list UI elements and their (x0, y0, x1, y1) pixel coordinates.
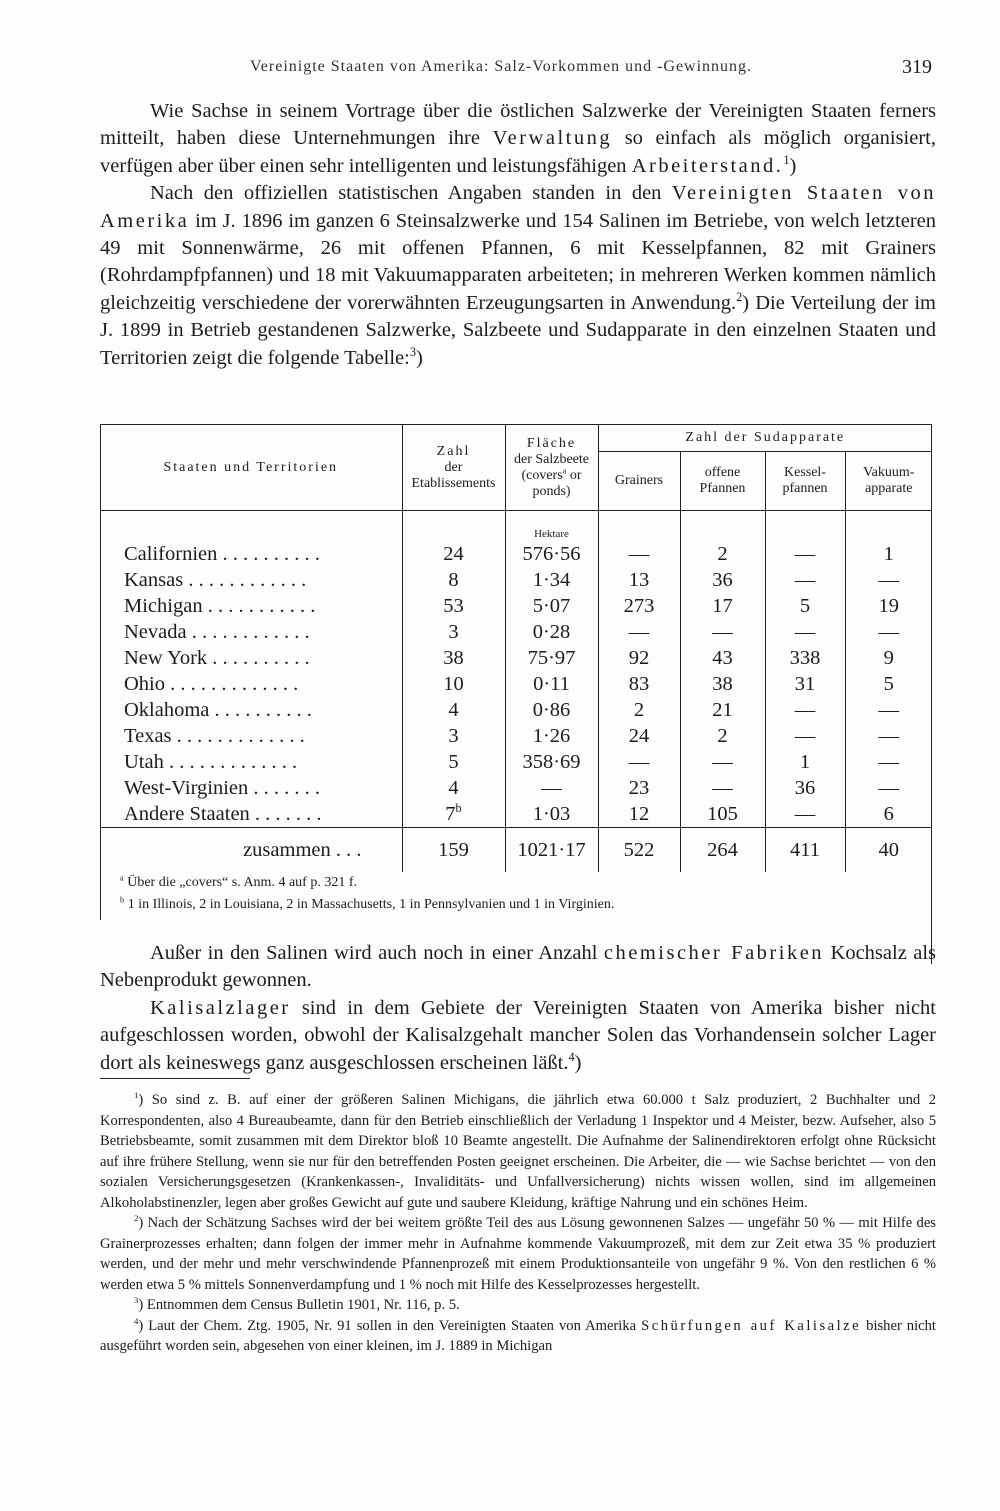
cell-count: 5 (402, 749, 505, 775)
page-number: 319 (902, 56, 932, 78)
unit-row (100, 511, 932, 542)
cell-area: 0·28 (505, 619, 598, 645)
table-row (100, 567, 932, 593)
paragraph-2: Nach den offiziellen statistischen Angaben standen in den Vereinigten Staaten von Amerika im J. 1896 im ganzen 6 Steinsalzwerke und 154 Salinen im Betriebe, von welch letzteren 49 mit Sonnenwärme, 26 mit offenen Pfannen, 6 mit Kesselpfannen, 82 mit Grainers (Rohrdampfpfannen) und 18 mit Vakuumapparaten arbeiteten; in mehreren Werken kommen nämlich gleichzeitig verschiedene der vorerwähnten Erzeugungsarten in Anwendung.$^2$) Die Verteilung der im J. 1899 in Betrieb gestandenen Salzwerke, Salzbeete und Sudapparate in den einzelnen Staaten und Territorien zeigt die folgende Tabelle:$^3$) (100, 182, 937, 369)
cell-vacuum: 6 (845, 801, 932, 828)
cell-area: 0·11 (505, 671, 598, 697)
table-footnote-a: $^a$ Über die „covers“ s. Anm. 4 auf p. 321 f. (120, 873, 357, 890)
state-name: Texas . . . . . . . . . . . . . (124, 725, 305, 747)
cell-open: 105 (680, 801, 765, 828)
footnote-divider (100, 1078, 250, 1079)
cell-grainers: — (598, 619, 680, 645)
state-name: West-Virginien . . . . . . . (124, 777, 321, 799)
table-row (100, 645, 932, 671)
footnote-3: $^3$) Entnommen dem Census Bulletin 1901, Nr. 116, p. 5. (134, 1295, 460, 1313)
cell-area: 1·26 (505, 723, 598, 749)
cell-grainers: 2 (598, 697, 680, 723)
cell-kettle: — (765, 567, 845, 593)
after-table-text (100, 940, 936, 1077)
cell-count: 3 (402, 723, 505, 749)
header-kettle-pans: Kessel-pfannen (765, 452, 845, 511)
cell-grainers: 92 (598, 645, 680, 671)
table-row (100, 749, 932, 775)
cell-count: 4 (402, 697, 505, 723)
cell-count: 8 (402, 567, 505, 593)
cell-area: — (505, 775, 598, 801)
cell-count: 10 (402, 671, 505, 697)
cell-area: 576·56 (505, 541, 598, 567)
cell-open: 36 (680, 567, 765, 593)
total-row (100, 828, 932, 873)
cell-open: 17 (680, 593, 765, 619)
cell-open: 2 (680, 541, 765, 567)
intro-text (100, 98, 936, 372)
total-label: zusammen . . . (100, 828, 402, 873)
table-row (100, 671, 932, 697)
state-name: Nevada . . . . . . . . . . . . (124, 621, 310, 643)
table-footnote-b: $^b$ 1 in Illinois, 2 in Louisiana, 2 in Massachusetts, 1 in Pennsylvanien und 1 in Virginien. (120, 895, 615, 912)
cell-area: 75·97 (505, 645, 598, 671)
cell-grainers: 23 (598, 775, 680, 801)
header-vacuum: Vakuum-apparate (845, 452, 932, 511)
running-head (100, 58, 936, 80)
cell-area: 5·07 (505, 593, 598, 619)
total-area: 1021·17 (505, 828, 598, 873)
state-name: Kansas . . . . . . . . . . . . (124, 569, 307, 591)
footnotes (100, 1090, 936, 1357)
state-name: Oklahoma . . . . . . . . . . (124, 699, 312, 721)
cell-kettle: — (765, 697, 845, 723)
cell-open: 43 (680, 645, 765, 671)
cell-kettle: 31 (765, 671, 845, 697)
unit-label: Hektare (505, 511, 598, 542)
table-row (100, 801, 932, 828)
state-name: New York . . . . . . . . . . (124, 647, 310, 669)
footnote-2: $^2$) Nach der Schätzung Sachses wird der bei weitem größte Teil des aus Lösung gewonnenen Salzes — ungefähr 50 % — mit Hilfe des Grainerprozesses erhalten; dann folgen der immer mehr in Aufnahme kommende Vakuumprozeß, mit dem zur Zeit etwa 35 % produziert werden, und der mehr und mehr verschwindende Pfannenprozeß mit einem Produktionsanteile von ungefähr 9 %. Von den restlichen 6 % werden etwa 5 % mittels Sonnenverdampfung und 1 % noch mit Hilfe des Kesselprozesses hergestellt. (100, 1213, 936, 1293)
cell-kettle: 5 (765, 593, 845, 619)
cell-open: 38 (680, 671, 765, 697)
table-row (100, 697, 932, 723)
header-open-pans: offene Pfannen (680, 452, 765, 511)
footnote-4: $^4$) Laut der Chem. Ztg. 1905, Nr. 91 sollen in den Vereinigten Staaten von Amerika Schürfungen auf Kalisalze bisher nicht ausgeführt worden sein, abgesehen von einer kleinen, im J. 1889 in Michigan (100, 1315, 936, 1354)
cell-kettle: 338 (765, 645, 845, 671)
header-grainers: Grainers (598, 452, 680, 511)
cell-open: — (680, 775, 765, 801)
cell-area: 358·69 (505, 749, 598, 775)
table-row (100, 541, 932, 567)
table-row (100, 593, 932, 619)
header-count: Zahl der Etablissements (402, 425, 505, 511)
cell-vacuum: 9 (845, 645, 932, 671)
total-count: 159 (402, 828, 505, 873)
table-row (100, 619, 932, 645)
cell-count: 53 (402, 593, 505, 619)
footnote-mark-b: b (455, 801, 462, 816)
cell-vacuum: — (845, 697, 932, 723)
total-vacuum: 40 (845, 828, 932, 873)
total-kettle: 411 (765, 828, 845, 873)
cell-count: 38 (402, 645, 505, 671)
table-row (100, 723, 932, 749)
state-name: Utah . . . . . . . . . . . . . (124, 751, 298, 773)
cell-count: 7$^b$ (402, 801, 505, 828)
state-name: Ohio . . . . . . . . . . . . . (124, 673, 299, 695)
cell-vacuum: — (845, 749, 932, 775)
footnote-ref-4: 4 (568, 1049, 575, 1064)
cell-open: 21 (680, 697, 765, 723)
cell-area: 1·34 (505, 567, 598, 593)
footnote-ref-2: 2 (736, 290, 743, 305)
cell-kettle: — (765, 723, 845, 749)
state-name: Andere Staaten . . . . . . . (124, 803, 322, 825)
cell-open: — (680, 619, 765, 645)
cell-vacuum: — (845, 775, 932, 801)
running-title: Vereinigte Staaten von Amerika: Salz-Vorkommen und -Gewinnung. (250, 58, 753, 75)
total-open: 264 (680, 828, 765, 873)
cell-grainers: 13 (598, 567, 680, 593)
cell-vacuum: — (845, 619, 932, 645)
cell-vacuum: 5 (845, 671, 932, 697)
cell-open: 2 (680, 723, 765, 749)
header-states: Staaten und Territorien (100, 425, 402, 511)
header-area: Fläche der Salzbeete (covers$^a$ or ponds) (505, 425, 598, 511)
cell-kettle: — (765, 801, 845, 828)
cell-vacuum: — (845, 567, 932, 593)
cell-count: 24 (402, 541, 505, 567)
total-grainers: 522 (598, 828, 680, 873)
state-name: Californien . . . . . . . . . . (124, 543, 320, 565)
cell-count: 4 (402, 775, 505, 801)
cell-grainers: — (598, 541, 680, 567)
cell-area: 0·86 (505, 697, 598, 723)
cell-vacuum: 19 (845, 593, 932, 619)
cell-grainers: 12 (598, 801, 680, 828)
table-row (100, 775, 932, 801)
salt-works-table (100, 425, 932, 916)
paragraph-3: Außer in den Salinen wird auch noch in einer Anzahl chemischer Fabriken Kochsalz als Nebenprodukt gewonnen. (100, 942, 937, 992)
cell-kettle: — (765, 619, 845, 645)
cell-kettle: 1 (765, 749, 845, 775)
paragraph-4: Kalisalzlager sind in dem Gebiete der Vereinigten Staaten von Amerika bisher nicht aufgeschlossen worden, obwohl der Kalisalzgehalt mancher Solen das Vorhandensein solcher Lager dort als keineswegs ganz ausgeschlossen erscheinen läßt.$^4$) (100, 996, 936, 1074)
state-name: Michigan . . . . . . . . . . . (124, 595, 316, 617)
cell-grainers: 273 (598, 593, 680, 619)
cell-grainers: 24 (598, 723, 680, 749)
cell-area: 1·03 (505, 801, 598, 828)
cell-vacuum: — (845, 723, 932, 749)
header-apparatus: Zahl der Sudapparate (598, 425, 932, 452)
cell-open: — (680, 749, 765, 775)
footnote-ref-3: 3 (409, 344, 416, 359)
footnote-1: $^1$) So sind z. B. auf einer der größeren Salinen Michigans, die jährlich etwa 60.000 t Salz produziert, 2 Buchhalter und 2 Korrespondenten, also 4 Bureaubeamte, dann für den Betrieb einschließlich der Verladung 1 Inspektor und 4 Meister, bezw. Aufseher, also 5 Betriebsbeamte, somit zusammen mit dem Direktor bloß 10 Beamte angestellt. Die Aufnahme der Salinendirektoren erfolgt ohne Rücksicht auf ihre frühere Stellung, wenn sie nur für den betreffenden Posten geeignet erscheinen. Die Arbeiter, die — wie Sachse berichtet — von den sozialen Versicherungsgesetzen (Krankenkassen-, Invaliditäts- und Unfallversicherung) nichts wissen wollen, sind im allgemeinen Alkoholabstinenzler, legen aber großes Gewicht auf gute und saubere Kleidung, kräftige Nahrung und ein schönes Heim. (100, 1090, 936, 1211)
cell-grainers: 83 (598, 671, 680, 697)
cell-vacuum: 1 (845, 541, 932, 567)
cell-kettle: — (765, 541, 845, 567)
paragraph-1: Wie Sachse in seinem Vortrage über die östlichen Salzwerke der Vereinigten Staaten ferners mitteilt, haben diese Unternehmungen ihre Verwaltung so einfach als möglich organisiert, verfügen aber über einen sehr intelligenten und leistungsfähigen Arbeiterstand.$^1$) (100, 100, 936, 177)
cell-count: 3 (402, 619, 505, 645)
footnote-ref-1: 1 (783, 152, 790, 167)
cell-grainers: — (598, 749, 680, 775)
cell-kettle: 36 (765, 775, 845, 801)
